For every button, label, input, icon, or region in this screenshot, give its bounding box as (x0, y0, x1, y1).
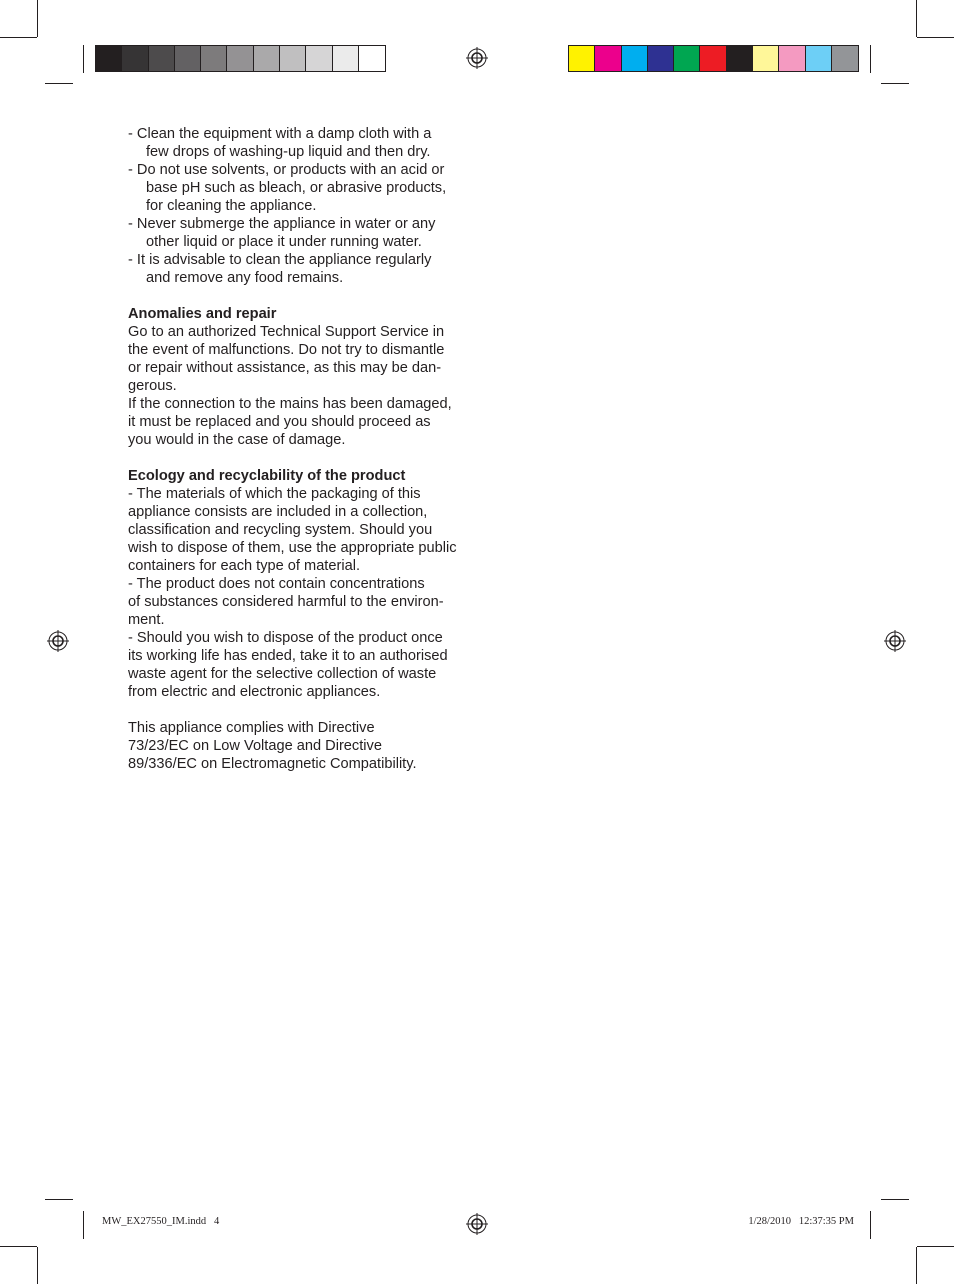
color-swatch (674, 46, 700, 71)
gray-swatch (149, 46, 175, 71)
text-line: wish to dispose of them, use the appropriate public (128, 540, 457, 556)
text-line: and remove any food remains. (146, 270, 344, 286)
manual-text-column (128, 125, 478, 773)
anomalies-section (128, 305, 478, 449)
compliance-section (128, 719, 478, 773)
registration-mark-icon (466, 47, 488, 69)
color-swatch (569, 46, 595, 71)
gray-swatch (359, 46, 385, 71)
gray-swatch (201, 46, 227, 71)
text-line: of substances considered harmful to the environ- (128, 594, 444, 610)
crop-mark (0, 37, 37, 38)
slug-timestamp: 1/28/2010 12:37:35 PM (748, 1216, 854, 1227)
text-line: base pH such as bleach, or abrasive products, (146, 180, 447, 196)
cleaning-item (128, 161, 478, 215)
text-line: you would in the case of damage. (128, 432, 346, 448)
cleaning-item (128, 125, 478, 161)
color-swatch (648, 46, 674, 71)
text-line: If the connection to the mains has been damaged, (128, 396, 452, 412)
ecology-section (128, 467, 478, 701)
grayscale-bar (95, 45, 386, 72)
crop-mark (83, 45, 84, 73)
slug-filename: MW_EX27550_IM.indd 4 (102, 1216, 220, 1227)
text-line: few drops of washing-up liquid and then dry. (146, 144, 431, 160)
crop-mark (916, 1247, 917, 1284)
text-line: - Clean the equipment with a damp cloth with a (128, 126, 432, 142)
cleaning-section (128, 125, 478, 287)
color-swatch (753, 46, 779, 71)
text-line: waste agent for the selective collection of waste (128, 666, 437, 682)
text-line: for cleaning the appliance. (146, 198, 317, 214)
text-line: containers for each type of material. (128, 558, 360, 574)
text-line: its working life has ended, take it to an authorised (128, 648, 448, 664)
text-line: from electric and electronic appliances. (128, 684, 381, 700)
crop-mark (870, 1211, 871, 1239)
text-line: gerous. (128, 378, 177, 394)
color-bar (568, 45, 859, 72)
crop-mark (917, 1246, 954, 1247)
text-line: This appliance complies with Directive (128, 720, 375, 736)
color-swatch (806, 46, 832, 71)
text-line: the event of malfunctions. Do not try to dismantle (128, 342, 445, 358)
gray-swatch (96, 46, 122, 71)
text-line: 89/336/EC on Electromagnetic Compatibility. (128, 756, 417, 772)
crop-mark (45, 83, 73, 84)
gray-swatch (254, 46, 280, 71)
color-swatch (595, 46, 621, 71)
gray-swatch (280, 46, 306, 71)
crop-mark (45, 1199, 73, 1200)
crop-mark (917, 37, 954, 38)
crop-mark (83, 1211, 84, 1239)
text-line: - Do not use solvents, or products with an acid or (128, 162, 445, 178)
text-line: classification and recycling system. Should you (128, 522, 433, 538)
color-swatch (700, 46, 726, 71)
color-swatch (727, 46, 753, 71)
crop-mark (916, 0, 917, 37)
color-swatch (832, 46, 858, 71)
text-line: other liquid or place it under running water. (146, 234, 422, 250)
cleaning-item (128, 251, 478, 287)
text-line: it must be replaced and you should proceed as (128, 414, 431, 430)
section-heading: Anomalies and repair (128, 306, 277, 322)
gray-swatch (227, 46, 253, 71)
text-line: 73/23/EC on Low Voltage and Directive (128, 738, 382, 754)
gray-swatch (333, 46, 359, 71)
crop-mark (881, 1199, 909, 1200)
gray-swatch (175, 46, 201, 71)
registration-mark-icon (47, 630, 69, 652)
gray-swatch (306, 46, 332, 71)
color-swatch (779, 46, 805, 71)
text-line: - The materials of which the packaging of this (128, 486, 421, 502)
registration-mark-icon (884, 630, 906, 652)
text-line: - Should you wish to dispose of the product once (128, 630, 443, 646)
section-heading: Ecology and recyclability of the product (128, 468, 406, 484)
crop-mark (37, 0, 38, 37)
text-line: - The product does not contain concentrations (128, 576, 425, 592)
text-line: or repair without assistance, as this may be dan- (128, 360, 442, 376)
crop-mark (870, 45, 871, 73)
crop-mark (0, 1246, 37, 1247)
text-line: - It is advisable to clean the appliance regularly (128, 252, 432, 268)
text-line: ment. (128, 612, 165, 628)
registration-mark-icon (466, 1213, 488, 1235)
text-line: Go to an authorized Technical Support Service in (128, 324, 445, 340)
crop-mark (881, 83, 909, 84)
text-line: - Never submerge the appliance in water or any (128, 216, 436, 232)
color-swatch (622, 46, 648, 71)
gray-swatch (122, 46, 148, 71)
text-line: appliance consists are included in a collection, (128, 504, 428, 520)
cleaning-item (128, 215, 478, 251)
crop-mark (37, 1247, 38, 1284)
